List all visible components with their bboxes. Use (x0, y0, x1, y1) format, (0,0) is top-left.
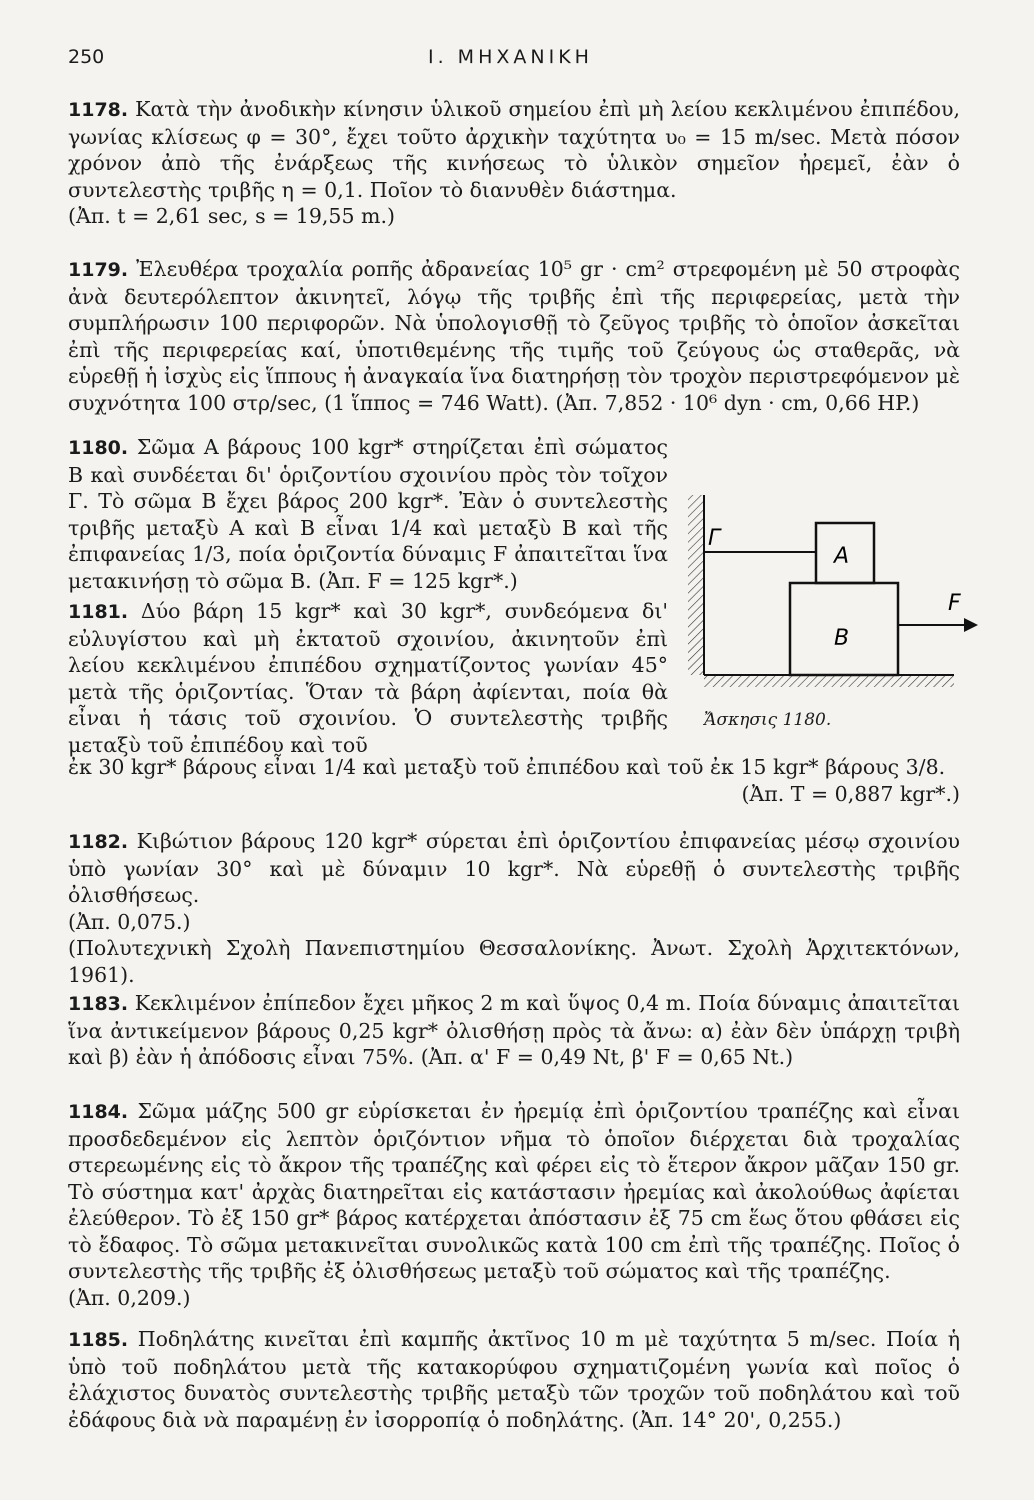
exercise-text: Σῶμα Α βάρους 100 kgr* στηρίζεται ἐπὶ σώματος Β καὶ συνδέεται δι' ὁριζοντίου σχοινίου πρὸς τὸν τοῖχον Γ. Τὸ σῶμα Β ἔχει βάρος 200 kgr*. Ἐὰν ὁ συντελεστὴς τριβῆς μεταξὺ Α καὶ Β εἶναι 1/4 καὶ μεταξὺ Β καὶ τῆς ἐπιφανείας 1/3, ποία ὁριζοντία δύναμις F ἀπαιτεῖται ἵνα μετακινήσῃ τὸ σῶμα Β. (68, 435, 668, 593)
exercise-answer: (Ἀπ. α' F = 0,49 Nt, β' F = 0,65 Nt.) (420, 1045, 794, 1069)
page-header (68, 46, 968, 76)
label-wall: Γ (708, 526, 721, 551)
exercise-number: 1178. (68, 99, 129, 121)
exercise-answer: (Ἀπ. 0,209.) (68, 1285, 191, 1310)
exercise-answer: (Ἀπ. 14° 20', 0,255.) (631, 1407, 842, 1432)
exercise-1178 (68, 96, 960, 230)
page-number: 250 (68, 46, 105, 68)
exercise-text: Κατὰ τὴν ἀνοδικὴν κίνησιν ὑλικοῦ σημείου ἐπὶ μὴ λείου κεκλιμένου ἐπιπέδου, γωνίας κλίσεως φ = 30°, ἔχει τοῦτο ἀρχικὴν ταχύτητα υ₀ = 15 m/sec. Μετὰ πόσον χρόνον ἀπὸ τῆς ἐνάρξεως τῆς κινήσεως τὸ ὑλικὸν σημεῖον ἠρεμεῖ, ἐὰν ὁ συντελεστὴς τριβῆς η = 0,1. Ποῖον τὸ διανυθὲν διάστημα. (68, 97, 960, 202)
exercise-number: 1182. (68, 831, 129, 853)
exercise-1182 (68, 828, 960, 988)
floor (704, 675, 954, 687)
exercise-number: 1185. (68, 1329, 129, 1351)
exercise-1181 (68, 598, 668, 758)
label-force: F (948, 591, 961, 616)
exercise-text: Ποδηλάτης κινεῖται ἐπὶ καμπῆς ἀκτῖνος 10 m μὲ ταχύτητα 5 m/sec. Ποία ἡ ὑπὸ τοῦ ποδηλάτου μετὰ τῆς κατακορύφου σχηματιζομένη γωνία καὶ ποῖος ὁ ἐλάχιστος δυνατὸς συντελεστὴς τριβῆς μεταξὺ τῶν τροχῶν τοῦ ποδηλάτου καὶ τοῦ ἐδάφους διὰ νὰ παραμένῃ ἐν ἰσορροπίᾳ ὁ ποδηλάτης. (68, 1327, 960, 1432)
exercise-text: Ἐλευθέρα τροχαλία ροπῆς ἀδρανείας 10⁵ gr · cm² στρεφομένη μὲ 50 στροφὰς ἀνὰ δευτερόλεπτον ἀκινητεῖ, λόγῳ τῆς τριβῆς ἐπὶ τῆς περιφερείας, μετὰ τὴν συμπλήρωσιν 100 περιφορῶν. Νὰ ὑπολογισθῇ τὸ ζεῦγος τριβῆς τὸ ὁποῖον ἀσκεῖται ἐπὶ τῆς περιφερείας καί, ὑποτιθεμένης τῆς τιμῆς τοῦ ζεύγους ὡς σταθερᾶς, νὰ εὑρεθῇ ἡ ἰσχὺς εἰς ἵππους ἡ ἀναγκαία ἵνα διατηρήσῃ τὸν τροχὸν περιστρεφόμενον μὲ συχνότητα 100 στρ/sec, (1 ἵππος = 746 Watt). (68, 257, 960, 415)
exercise-1180 (68, 434, 668, 594)
exercise-number: 1179. (68, 259, 129, 281)
exercise-number: 1184. (68, 1101, 129, 1123)
exercise-number: 1183. (68, 993, 129, 1015)
figure-1180 (680, 465, 980, 735)
exercise-text-tail: ἐκ 30 kgr* βάρους εἶναι 1/4 καὶ μεταξὺ τοῦ ἐπιπέδου καὶ τοῦ ἐκ 15 kgr* βάρους 3/8. (68, 755, 946, 779)
exercise-text: Σῶμα μάζης 500 gr εὑρίσκεται ἐν ἠρεμίᾳ ἐπὶ ὁριζοντίου τραπέζης καὶ εἶναι προσδεδεμένον εἰς λεπτὸν ὁριζόντιον νῆμα τὸ ὁποῖον διέρχεται διὰ τροχαλίας στερεωμένης εἰς τὸ ἄκρον τῆς τραπέζης καὶ φέρει εἰς τὸ ἕτερον ἄκρον μᾶζαν 150 gr. Τὸ σύστημα κατ' ἀρχὰς διατηρεῖται εἰς κατάστασιν ἠρεμίας καὶ ἀκολούθως ἀφίεται ἐλεύθερον. Τὸ ἐξ 150 gr* βάρος κατέρχεται ἀπόστασιν ἐξ 75 cm ἕως ὅτου φθάσει εἰς τὸ ἔδαφος. Τὸ σῶμα μετακινεῖται συνολικῶς κατὰ 100 cm ἐπὶ τῆς τραπέζης. Ποῖος ὁ συντελεστὴς τῆς τριβῆς ἐξ ὀλισθήσεως μεταξὺ τοῦ σώματος καὶ τῆς τραπέζης. (68, 1099, 960, 1283)
figure-caption: Ἄσκησις 1180. (704, 710, 832, 730)
exercise-answer: (Ἀπ. t = 2,61 sec, s = 19,55 m.) (68, 204, 395, 228)
exercise-number: 1180. (68, 437, 129, 459)
exercise-text: Κιβώτιον βάρους 120 kgr* σύρεται ἐπὶ ὁριζοντίου ἐπιφανείας μέσῳ σχοινίου ὑπὸ γωνίαν 30° καὶ μὲ δύναμιν 10 kgr*. Νὰ εὑρεθῇ ὁ συντελεστὴς τριβῆς ὀλισθήσεως. (68, 829, 960, 907)
exercise-answer: (Ἀπ. 7,852 · 10⁶ dyn · cm, 0,66 HP.) (555, 390, 920, 415)
exercise-text: Κεκλιμένον ἐπίπεδον ἔχει μῆκος 2 m καὶ ὕψος 0,4 m. Ποία δύναμις ἀπαιτεῖται ἵνα ἀντικείμενον βάρους 0,25 kgr* ὀλισθήσῃ πρὸς τὰ ἄνω: α) ἐὰν δὲν ὑπάρχῃ τριβὴ καὶ β) ἐὰν ἡ ἀπόδοσις εἶναι 75%. (68, 991, 960, 1069)
exercise-text: Δύο βάρη 15 kgr* καὶ 30 kgr*, συνδεόμενα δι' εὐλυγίστου καὶ μὴ ἐκτατοῦ σχοινίου, ἀκινητοῦν ἐπὶ λείου κεκλιμένου ἐπιπέδου σχηματίζοντος γωνίαν 45° μετὰ τῆς ὁριζοντίας. Ὅταν τὰ βάρη ἀφίενται, ποία θὰ εἶναι ἡ τάσις τοῦ σχοινίου. Ὁ συντελεστὴς τριβῆς μεταξὺ τοῦ ἐπιπέδου καὶ τοῦ (68, 599, 668, 757)
exercise-number: 1181. (68, 601, 129, 623)
exercise-1183 (68, 990, 960, 1071)
exercise-1185 (68, 1326, 960, 1433)
wall (688, 495, 704, 675)
exercise-answer: (Ἀπ. 0,075.) (68, 909, 191, 934)
running-title: Ι. ΜΗΧΑΝΙΚΗ (428, 46, 593, 68)
exercise-answer: (Ἀπ. F = 125 kgr*.) (318, 568, 518, 593)
exercise-1179 (68, 256, 960, 416)
exercise-source: (Πολυτεχνικὴ Σχολὴ Πανεπιστημίου Θεσσαλονίκης. Ἀνωτ. Σχολὴ Ἀρχιτεκτόνων, 1961). (68, 936, 960, 987)
exercise-1181-continuation (68, 754, 960, 807)
exercise-answer: (Ἀπ. T = 0,887 kgr*.) (741, 781, 960, 806)
exercise-1184 (68, 1098, 960, 1311)
force-arrowhead (964, 618, 978, 632)
label-b: Β (834, 626, 850, 651)
label-a: Α (834, 544, 850, 569)
